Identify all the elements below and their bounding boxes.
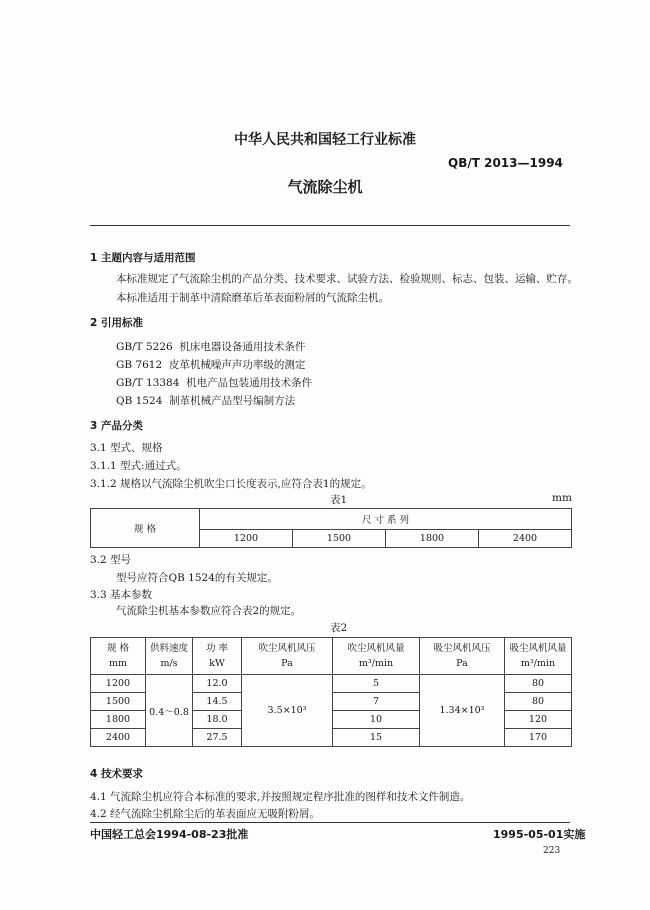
table-1-caption: 表1	[330, 494, 348, 506]
reference-name: 机电产品包装通用技术条件	[186, 377, 313, 389]
table-1-value: 1800	[386, 530, 479, 548]
table-2-blow-volume: 15	[333, 729, 420, 747]
clause-3-1: 3.1 型式、规格	[90, 442, 163, 454]
table-1-value: 1200	[200, 530, 293, 548]
header-rule	[90, 225, 570, 226]
reference-code: QB 1524	[116, 395, 163, 407]
table-2-suction-volume: 120	[505, 711, 572, 729]
clause-3-2: 3.2 型号	[90, 554, 132, 566]
table-2-suction-volume: 170	[505, 729, 572, 747]
clause-4-2: 4.2 经气流除尘机除尘后的革表面应无吸附粉屑。	[90, 808, 321, 820]
table-2-suction-pressure: 1.34×10³	[420, 675, 505, 747]
table-2-header-blow-volume: 吹尘风机风量 m³/min	[333, 638, 420, 675]
reference-name: 制革机械产品型号编制方法	[169, 395, 296, 407]
table-2-power: 14.5	[193, 693, 242, 711]
table-1	[90, 508, 572, 548]
clause-4-1: 4.1 气流除尘机应符合本标准的要求,并按照规定程序批准的图样和技术文件制造。	[90, 791, 471, 803]
approval-date: 中国轻工总会1994-08-23批准	[90, 828, 249, 841]
table-2-header-suction-volume: 吸尘风机风量 m³/min	[505, 638, 572, 675]
section-2-heading: 2 引用标准	[90, 317, 143, 329]
table-2-suction-volume: 80	[505, 693, 572, 711]
table-1-span-header: 尺 寸 系 列	[200, 509, 572, 530]
footer-rule	[90, 822, 570, 823]
section-1-paragraph-2: 本标准适用于制革中清除磨革后革表面粉屑的气流除尘机。	[116, 292, 389, 304]
table-2-power: 27.5	[193, 729, 242, 747]
table-1-value: 1500	[293, 530, 386, 548]
effective-date: 1995-05-01实施	[493, 828, 586, 841]
table-2-blow-volume: 5	[333, 675, 420, 693]
reference-name: 皮革机械噪声声功率级的测定	[168, 359, 306, 371]
section-3-heading: 3 产品分类	[90, 420, 143, 432]
clause-3-3-text: 气流除尘机基本参数应符合表2的规定。	[116, 605, 302, 617]
reference-item	[116, 375, 312, 390]
clause-3-2-text: 型号应符合QB 1524的有关规定。	[116, 572, 278, 584]
document-title: 气流除尘机	[287, 178, 363, 196]
table-2-blow-volume: 10	[333, 711, 420, 729]
table-2-header-spec: 规 格 mm	[91, 638, 146, 675]
table-2-spec: 1200	[91, 675, 146, 693]
reference-name: 机床电器设备通用技术条件	[179, 341, 306, 353]
table-2-caption: 表2	[330, 622, 348, 634]
reference-item	[116, 339, 305, 354]
table-2-blow-volume: 7	[333, 693, 420, 711]
reference-item	[116, 357, 305, 372]
table-2-header-blow-pressure: 吹尘风机风压 Pa	[242, 638, 333, 675]
table-2-header-suction-pressure: 吸尘风机风压 Pa	[420, 638, 505, 675]
table-2-header-feed-speed: 供料速度 m/s	[146, 638, 193, 675]
issuing-organization: 中华人民共和国轻工行业标准	[234, 132, 416, 148]
section-4-heading: 4 技术要求	[90, 768, 143, 780]
clause-3-3: 3.3 基本参数	[90, 589, 153, 601]
table-2-power: 12.0	[193, 675, 242, 693]
table-2	[90, 637, 572, 747]
clause-3-1-1: 3.1.1 型式:通过式。	[90, 460, 187, 472]
reference-code: GB 7612	[116, 359, 163, 371]
table-2-header-power: 功 率 kW	[193, 638, 242, 675]
reference-code: GB/T 13384	[116, 377, 180, 389]
reference-code: GB/T 5226	[116, 341, 173, 353]
table-1-row-header: 规 格	[91, 509, 200, 548]
table-row	[91, 675, 572, 693]
table-2-spec: 1500	[91, 693, 146, 711]
reference-item	[116, 393, 295, 408]
table-1-unit: mm	[552, 492, 572, 504]
table-2-power: 18.0	[193, 711, 242, 729]
table-2-spec: 2400	[91, 729, 146, 747]
clause-3-1-2: 3.1.2 规格以气流除尘机吹尘口长度表示,应符合表1的规定。	[90, 478, 372, 490]
section-1-heading: 1 主题内容与适用范围	[90, 252, 196, 264]
table-2-blow-pressure: 3.5×10³	[242, 675, 333, 747]
standard-code: QB/T 2013—1994	[448, 156, 563, 170]
table-2-feed-speed: 0.4～0.8	[146, 675, 193, 747]
table-2-spec: 1800	[91, 711, 146, 729]
table-2-suction-volume: 80	[505, 675, 572, 693]
page-number: 223	[543, 846, 561, 856]
table-1-value: 2400	[479, 530, 572, 548]
section-1-paragraph-1: 本标准规定了气流除尘机的产品分类、技术要求、试验方法、检验规则、标志、包装、运输、贮存。	[116, 273, 578, 285]
